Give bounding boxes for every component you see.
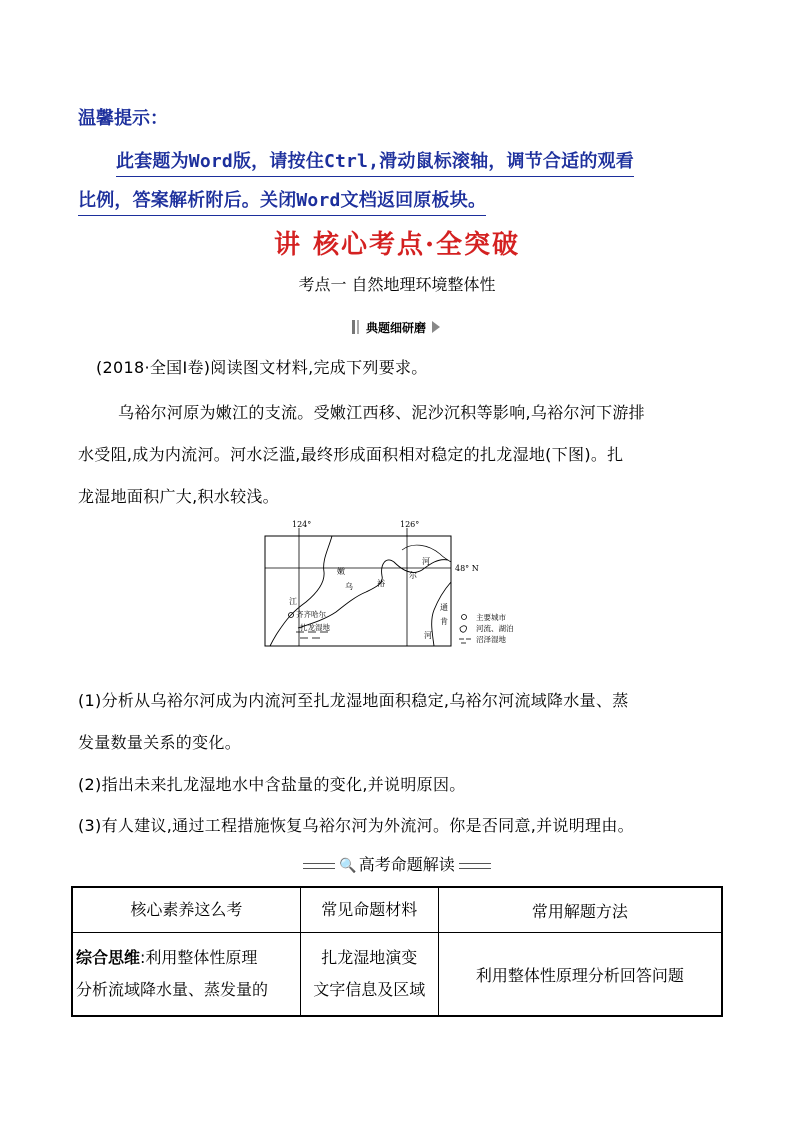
lon-label-right: 126° <box>400 520 420 529</box>
legend-label-river: 河流、湖泊 <box>476 624 514 633</box>
exam-analysis-table <box>71 886 723 1017</box>
table-row <box>72 933 722 1017</box>
material-line2: 文字信息及区域 <box>313 980 426 999</box>
map-label-nen: 嫩 <box>337 567 345 576</box>
section-title: 高考命题解读 <box>358 855 455 874</box>
table-cell-material <box>300 933 438 1017</box>
sub-question-line: (1)分析从乌裕尔河成为内流河至扎龙湿地面积稳定,乌裕尔河流域降水量、蒸 <box>78 691 629 710</box>
sub-question-line: 发量数量关系的变化。 <box>78 733 242 752</box>
chapter-headline: 讲 核心考点·全突破 <box>273 230 521 260</box>
topic-subheading: 考点一 自然地理环境整体性 <box>298 275 496 294</box>
section-title-bar <box>0 852 794 875</box>
map-label-er: 尔 <box>409 571 417 580</box>
tip-line-2: 比例，答案解析附后。关闭Word文档返回原板块。 <box>78 186 486 216</box>
legend-label-city: 主要城市 <box>476 613 506 622</box>
literacy-text-line2: 分析流域降水量、蒸发量的 <box>76 980 269 999</box>
table-header-cell: 常见命题材料 <box>300 887 438 933</box>
map-legend <box>459 612 514 644</box>
table-header-cell: 核心素养这么考 <box>72 887 300 933</box>
legend-label-wetland: 沼泽湿地 <box>476 635 506 644</box>
question-body-line: 龙湿地面积广大,积水较浅。 <box>78 487 279 506</box>
question-source: (2018·全国Ⅰ卷)阅读图文材料,完成下列要求。 <box>96 358 428 377</box>
section-badge <box>352 318 440 336</box>
sub-question-line: (2)指出未来扎龙湿地水中含盐量的变化,并说明原因。 <box>78 775 466 794</box>
legend-city-icon <box>462 615 467 620</box>
literacy-text: :利用整体性原理 <box>140 948 258 967</box>
map-label-tong: 通 <box>440 603 448 612</box>
double-rule-left <box>303 863 335 869</box>
table-cell-method: 利用整体性原理分析回答问题 <box>438 933 722 1017</box>
badge-arrow-icon <box>432 321 440 333</box>
question-body-line: 水受阻,成为内流河。河水泛滥,最终形成面积相对稳定的扎龙湿地(下图)。扎 <box>78 445 624 464</box>
wetland-marks <box>296 632 328 638</box>
tip-line-1: 此套题为Word版，请按住Ctrl,滑动鼠标滚轴，调节合适的观看 <box>116 147 634 177</box>
double-rule-right <box>459 863 491 869</box>
badge-label: 典题细研磨 <box>365 320 426 335</box>
map-label-yu: 裕 <box>377 579 385 588</box>
map-label-ken: 肯 <box>440 617 448 626</box>
badge-bar-icon <box>357 320 359 334</box>
tip-title: 温馨提示： <box>78 108 168 129</box>
badge-bar-icon <box>352 320 355 334</box>
table-header-row <box>72 887 722 933</box>
zhalong-wetland-map <box>262 520 532 650</box>
map-frame <box>265 536 451 646</box>
legend-lake-icon <box>460 626 467 632</box>
map-label-wu: 乌 <box>345 582 353 591</box>
material-line1: 扎龙湿地演变 <box>321 948 418 967</box>
table-header-cell: 常用解题方法 <box>438 887 722 933</box>
map-label-tongken-he: 河 <box>424 631 432 640</box>
map-label-he: 河 <box>422 557 430 566</box>
tongken-river-line <box>432 582 451 646</box>
legend-wetland-icon <box>459 639 471 643</box>
lon-label-left: 124° <box>292 520 312 529</box>
map-label-jiang: 江 <box>289 597 297 606</box>
map-label-wetland: 扎龙湿地 <box>300 623 330 632</box>
lat-label: 48° N <box>455 564 479 573</box>
question-body-line: 乌裕尔河原为嫩江的支流。受嫩江西移、泥沙沉积等影响,乌裕尔河下游排 <box>118 403 645 422</box>
literacy-keyword: 综合思维 <box>76 948 141 967</box>
map-label-city: 齐齐哈尔 <box>296 610 326 619</box>
sub-question-line: (3)有人建议,通过工程措施恢复乌裕尔河为外流河。你是否同意,并说明理由。 <box>78 816 634 835</box>
magnifier-icon: 🔍 <box>339 858 357 874</box>
table-cell-literacy <box>72 933 300 1017</box>
